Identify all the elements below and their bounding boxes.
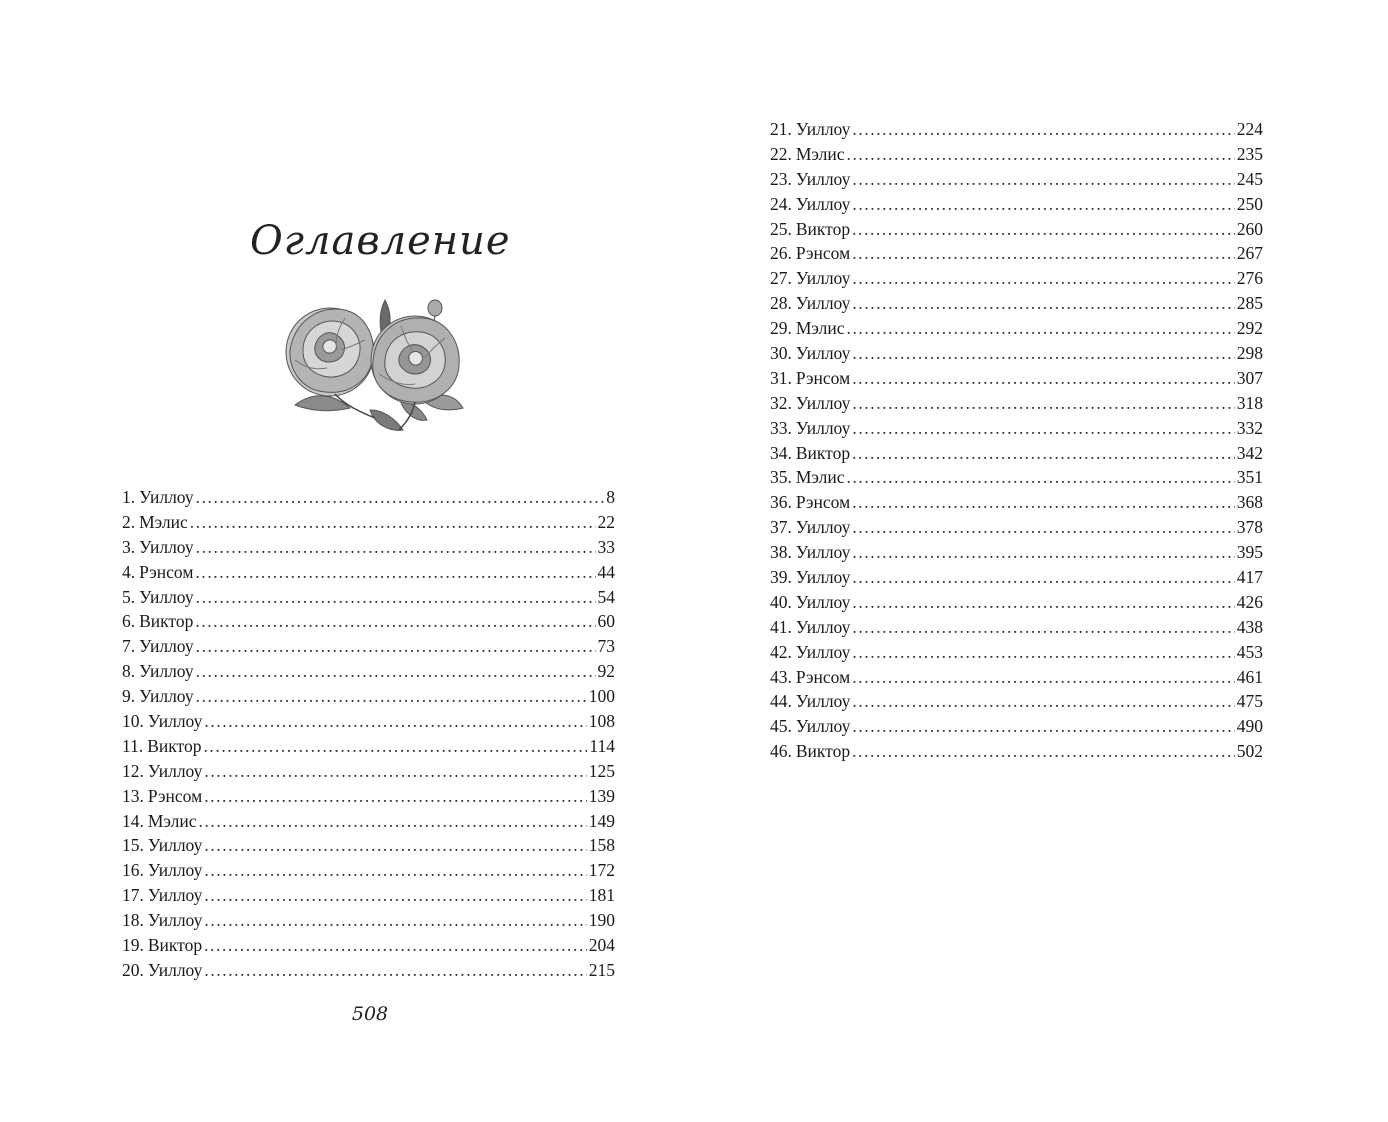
toc-entry-number: 15. [122,835,144,856]
toc-entry-title: Рэнсом [139,561,194,582]
toc-entry-number: 45. [770,716,792,737]
toc-entry [770,366,1263,391]
toc-entry-number: 33. [770,417,792,438]
toc-entry-title: Уиллоу [795,168,851,189]
toc-entry-page: 100 [588,686,615,707]
toc-entry-number: 1. [122,487,136,507]
toc-entry-title: Рэнсом [795,666,851,687]
toc-entry [770,565,1263,590]
toc-entry-number: 37. [770,517,792,538]
toc-entry-number: 12. [122,760,144,781]
toc-entry-title: Уиллоу [139,586,194,607]
toc-entry-title: Виктор [139,611,194,632]
toc-entry-title: Виктор [795,741,851,762]
peony-illustration-icon [275,290,470,435]
toc-entry-number: 6. [122,611,136,632]
toc-entry [122,634,615,659]
toc-entry [770,739,1263,764]
toc-entry-page: 490 [1236,716,1263,737]
toc-entry-number: 27. [770,268,792,289]
toc-entry [122,560,615,585]
toc-entry-page: 461 [1236,666,1263,687]
toc-entry [770,167,1263,192]
toc-entry-title: Виктор [147,735,202,756]
toc-entry-page: 368 [1236,492,1263,513]
toc-entry [770,391,1263,416]
toc-dot-leader [204,709,586,734]
toc-dot-leader [196,634,596,659]
toc-entry-title: Уиллоу [795,293,851,314]
toc-entry-title: Уиллоу [795,591,851,612]
toc-dot-leader [199,809,587,834]
toc-entry-title: Уиллоу [795,517,851,538]
toc-entry-page: 172 [588,860,615,881]
toc-entry-title: Мэлис [795,143,845,164]
toc-dot-leader [852,515,1234,540]
toc-dot-leader [196,659,596,684]
toc-entry-page: 204 [588,935,615,956]
toc-entry-title: Мэлис [139,511,188,532]
toc-entry [122,609,615,634]
toc-dot-leader [852,416,1234,441]
toc-entry-title: Уиллоу [795,542,851,563]
toc-entry-number: 23. [770,168,792,189]
toc-dot-leader [852,540,1234,565]
toc-entry-number: 41. [770,616,792,637]
toc-entry [122,535,615,560]
toc-entry-page: 44 [597,561,615,582]
toc-entry-page: 378 [1236,517,1263,538]
toc-dot-leader [852,490,1235,515]
toc-dot-leader [204,933,587,958]
toc-entry-number: 46. [770,741,792,762]
toc-entry [770,590,1263,615]
toc-dot-leader [196,485,605,510]
toc-entry-title: Уиллоу [795,641,851,662]
toc-entry-number: 25. [770,218,792,239]
toc-entry [770,266,1263,291]
toc-entry-number: 3. [122,536,136,557]
toc-dot-leader [852,341,1234,366]
toc-entry-title: Виктор [795,218,851,239]
toc-entry-title: Уиллоу [147,885,203,906]
toc-entry [122,684,615,709]
toc-entry-page: 125 [588,760,615,781]
toc-dot-leader [195,609,595,634]
toc-dot-leader [204,833,586,858]
toc-entry-number: 13. [122,785,144,806]
toc-entry-title: Уиллоу [795,691,851,712]
toc-entry-title: Уиллоу [139,661,194,682]
toc-entry [770,291,1263,316]
toc-entry [122,759,615,784]
toc-entry-page: 92 [597,661,615,682]
toc-entry [122,933,615,958]
toc-entry-number: 16. [122,860,144,881]
toc-entry-page: 149 [588,810,615,831]
toc-entry-page: 276 [1236,268,1263,289]
toc-entry-number: 32. [770,392,792,413]
toc-entry-number: 5. [122,586,136,607]
toc-entry [770,142,1263,167]
toc-entry [122,908,615,933]
toc-entry-page: 453 [1236,641,1263,662]
toc-entry-page: 73 [597,636,615,657]
toc-entry-number: 28. [770,293,792,314]
toc-entry-page: 260 [1236,218,1263,239]
toc-entry-title: Уиллоу [147,835,203,856]
page-number: 508 [351,1003,389,1025]
toc-entry [770,117,1263,142]
toc-dot-leader [852,217,1235,242]
toc-dot-leader [204,759,586,784]
toc-entry-title: Уиллоу [795,193,851,214]
toc-entry [770,665,1263,690]
toc-dot-leader [852,565,1234,590]
toc-entry-number: 38. [770,542,792,563]
toc-dot-leader [852,441,1235,466]
toc-dot-leader [852,291,1234,316]
toc-entry-number: 26. [770,243,792,264]
toc-entry [122,709,615,734]
toc-dot-leader [852,167,1234,192]
toc-entry-number: 31. [770,367,792,388]
toc-entry [770,515,1263,540]
toc-entry-page: 426 [1236,591,1263,612]
toc-dot-leader [852,689,1234,714]
toc-entry-title: Уиллоу [139,686,194,707]
toc-entry-title: Рэнсом [795,492,851,513]
toc-entry-title: Уиллоу [139,487,194,507]
toc-entry-page: 224 [1236,119,1263,139]
toc-entry-page: 8 [606,487,615,507]
toc-entry-title: Рэнсом [795,367,851,388]
toc-entry-number: 2. [122,511,136,532]
toc-dot-leader [852,615,1234,640]
toc-dot-leader [852,714,1234,739]
toc-entry-page: 114 [589,735,615,756]
toc-entry-title: Уиллоу [147,860,203,881]
toc-dot-leader [196,535,596,560]
toc-column-right [770,117,1263,764]
toc-entry-number: 8. [122,661,136,682]
toc-entry-number: 9. [122,686,136,707]
toc-entry-title: Уиллоу [147,910,203,931]
toc-entry-title: Уиллоу [795,716,851,737]
toc-entry [122,585,615,610]
toc-dot-leader [852,192,1234,217]
toc-entry-number: 30. [770,343,792,364]
toc-heading: Оглавление [250,218,511,264]
toc-entry-page: 285 [1236,293,1263,314]
toc-entry-page: 318 [1236,392,1263,413]
toc-dot-leader [204,858,586,883]
toc-entry-title: Виктор [795,442,851,463]
toc-entry-title: Уиллоу [795,392,851,413]
toc-entry-number: 4. [122,561,136,582]
toc-dot-leader [203,734,587,759]
toc-entry [122,659,615,684]
toc-entry-number: 29. [770,318,792,339]
toc-entry-title: Уиллоу [795,417,851,438]
toc-entry-page: 22 [597,511,615,532]
toc-entry [770,241,1263,266]
toc-entry-page: 342 [1236,442,1263,463]
toc-entry-page: 108 [588,711,615,732]
toc-entry [770,615,1263,640]
toc-entry-number: 40. [770,591,792,612]
toc-entry [770,341,1263,366]
toc-entry-page: 245 [1236,168,1263,189]
toc-entry-page: 215 [588,959,615,980]
toc-entry [122,833,615,858]
toc-dot-leader [196,684,587,709]
toc-entry-title: Уиллоу [139,636,194,657]
toc-entry [122,883,615,908]
toc-entry-page: 158 [588,835,615,856]
toc-entry [122,958,615,983]
toc-entry-page: 190 [588,910,615,931]
toc-dot-leader [852,266,1234,291]
toc-dot-leader [852,739,1235,764]
toc-entry-page: 60 [597,611,615,632]
toc-entry-page: 181 [588,885,615,906]
toc-entry [122,809,615,834]
toc-entry [122,734,615,759]
toc-entry-number: 10. [122,711,144,732]
toc-entry-number: 39. [770,567,792,588]
toc-entry-number: 11. [122,735,144,756]
toc-entry-title: Мэлис [795,318,845,339]
toc-dot-leader [852,590,1234,615]
toc-entry-page: 250 [1236,193,1263,214]
toc-entry-page: 298 [1236,343,1263,364]
toc-entry [770,217,1263,242]
toc-entry-number: 19. [122,935,144,956]
toc-entry-page: 267 [1236,243,1263,264]
toc-entry-number: 43. [770,666,792,687]
toc-entry-number: 24. [770,193,792,214]
toc-entry-title: Уиллоу [795,268,851,289]
toc-entry [122,510,615,535]
toc-dot-leader [204,908,586,933]
toc-entry [122,784,615,809]
toc-entry-title: Уиллоу [795,119,851,139]
toc-entry-number: 21. [770,119,792,139]
toc-entry-page: 395 [1236,542,1263,563]
toc-dot-leader [190,510,596,535]
toc-entry [770,540,1263,565]
toc-dot-leader [196,585,596,610]
toc-entry-number: 36. [770,492,792,513]
toc-entry-number: 14. [122,810,144,831]
toc-entry-page: 307 [1236,367,1263,388]
toc-entry-number: 20. [122,959,144,980]
toc-entry-title: Уиллоу [147,711,203,732]
toc-entry-page: 351 [1236,467,1263,488]
toc-entry-title: Виктор [147,935,203,956]
toc-entry [770,441,1263,466]
toc-entry [770,689,1263,714]
toc-dot-leader [847,142,1235,167]
toc-entry-title: Уиллоу [139,536,194,557]
toc-entry-title: Уиллоу [795,616,851,637]
toc-dot-leader [847,316,1235,341]
toc-dot-leader [852,665,1235,690]
toc-entry-title: Мэлис [147,810,197,831]
toc-entry-title: Рэнсом [795,243,851,264]
toc-entry [770,316,1263,341]
toc-column-left [122,485,615,983]
toc-entry-title: Уиллоу [795,567,851,588]
toc-entry-number: 42. [770,641,792,662]
toc-entry-page: 502 [1236,741,1263,762]
toc-entry-number: 18. [122,910,144,931]
toc-entry-number: 44. [770,691,792,712]
toc-entry-number: 34. [770,442,792,463]
toc-entry-title: Уиллоу [147,760,203,781]
toc-entry [770,640,1263,665]
toc-entry [770,192,1263,217]
toc-dot-leader [204,958,586,983]
toc-dot-leader [195,560,595,585]
toc-entry-number: 7. [122,636,136,657]
toc-entry-number: 22. [770,143,792,164]
toc-entry-title: Рэнсом [147,785,203,806]
toc-dot-leader [204,883,586,908]
toc-entry-number: 17. [122,885,144,906]
toc-dot-leader [204,784,587,809]
toc-entry [770,490,1263,515]
toc-entry [770,465,1263,490]
toc-entry-title: Уиллоу [147,959,203,980]
toc-entry [770,714,1263,739]
toc-entry [770,416,1263,441]
toc-entry-page: 332 [1236,417,1263,438]
toc-dot-leader [852,391,1234,416]
toc-entry-page: 292 [1236,318,1263,339]
toc-entry-title: Уиллоу [795,343,851,364]
toc-dot-leader [847,465,1235,490]
toc-entry-number: 35. [770,467,792,488]
toc-entry-title: Мэлис [795,467,845,488]
toc-dot-leader [852,117,1234,142]
toc-dot-leader [852,366,1235,391]
toc-entry-page: 417 [1236,567,1263,588]
toc-entry [122,858,615,883]
toc-entry-page: 235 [1236,143,1263,164]
toc-entry [122,485,615,510]
toc-dot-leader [852,241,1235,266]
toc-entry-page: 438 [1236,616,1263,637]
toc-entry-page: 139 [588,785,615,806]
toc-dot-leader [852,640,1234,665]
toc-entry-page: 54 [597,586,615,607]
toc-entry-page: 33 [597,536,615,557]
toc-entry-page: 475 [1236,691,1263,712]
